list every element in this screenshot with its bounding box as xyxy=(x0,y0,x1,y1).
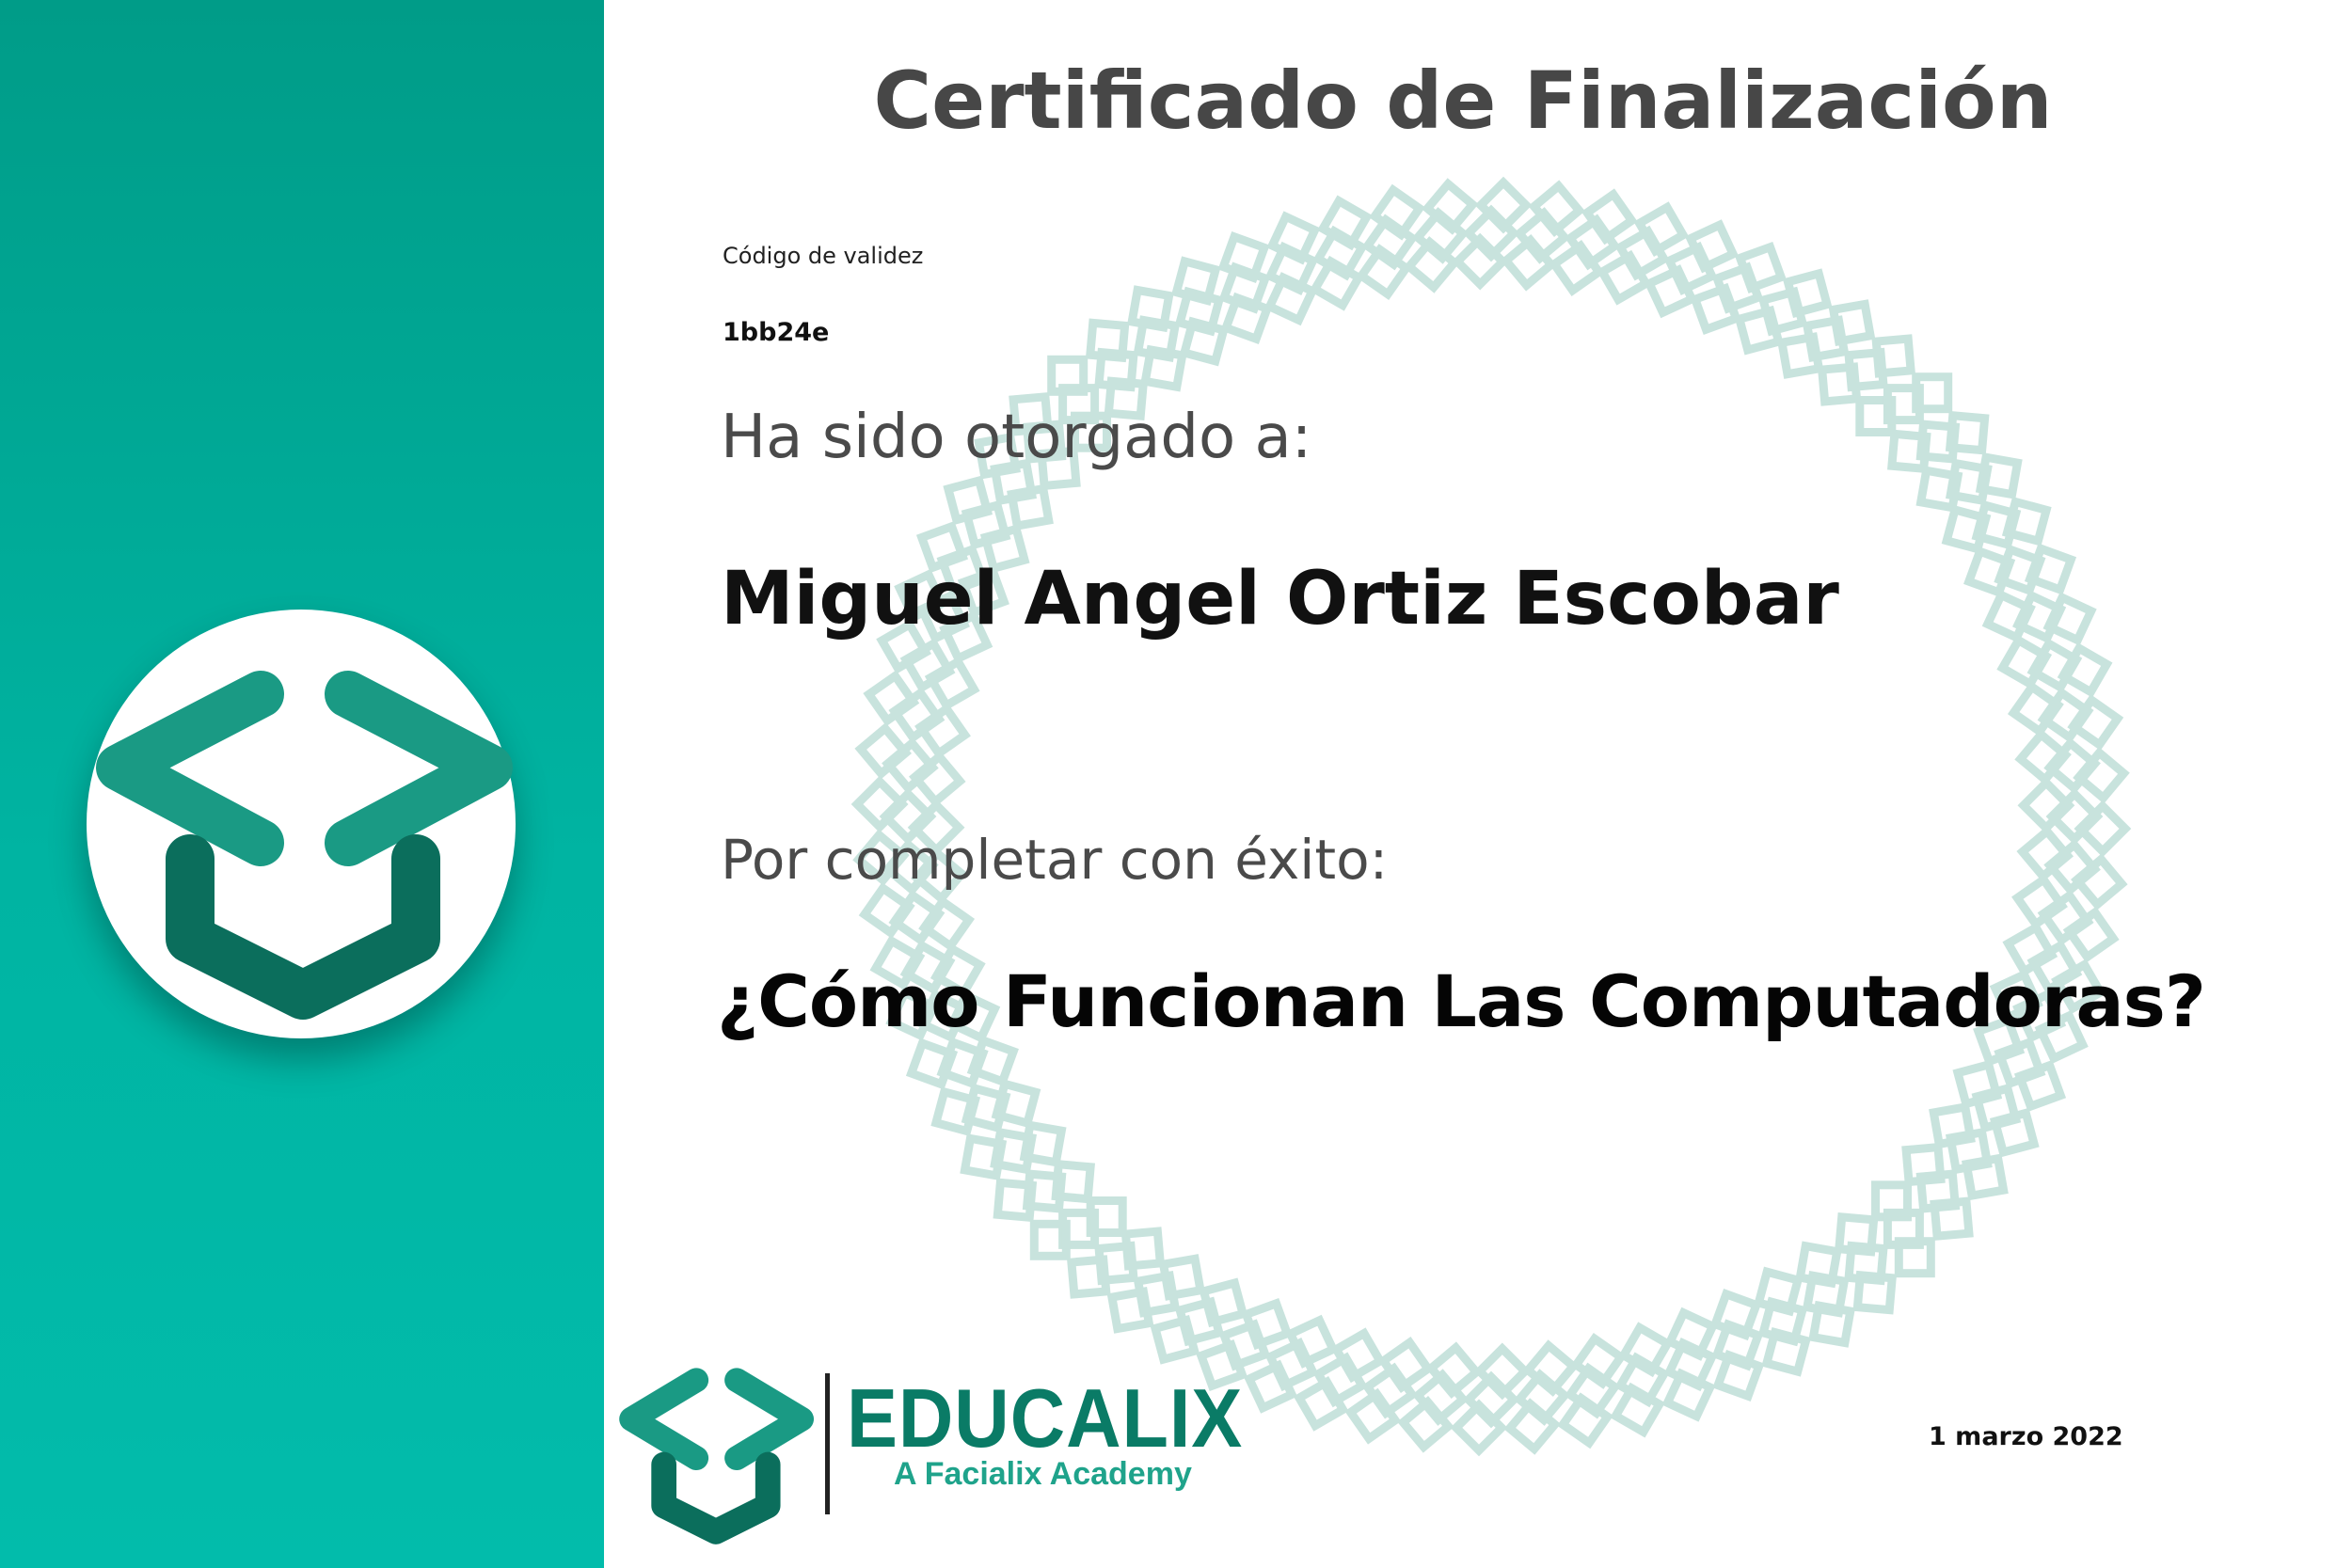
seal-diamond xyxy=(912,1043,953,1085)
seal-diamond xyxy=(1155,1320,1195,1359)
seal-diamond xyxy=(1950,416,1985,451)
seal-diamond xyxy=(2030,548,2072,590)
seal-diamond xyxy=(1090,323,1125,357)
seal-diamond xyxy=(1857,1275,1892,1310)
seal-diamond xyxy=(1403,1402,1448,1447)
seal-diamond xyxy=(2007,501,2046,541)
seal-diamond xyxy=(1223,237,1264,278)
issue-date: 1 marzo 2022 xyxy=(1929,1422,2123,1451)
seal-diamond xyxy=(1980,457,2017,494)
seal-diamond xyxy=(2069,912,2113,957)
seal-diamond xyxy=(1132,291,1168,327)
seal-diamond xyxy=(1934,1201,1969,1236)
seal-diamond xyxy=(1788,274,1827,313)
seal-diamond xyxy=(1966,1159,2003,1196)
seal-diamond xyxy=(1640,207,1683,250)
seal-diamond xyxy=(1351,1394,1395,1438)
validity-code-label: Código de validez xyxy=(723,243,924,269)
seal-diamond xyxy=(1994,1113,2034,1152)
seal-diamond xyxy=(861,728,906,773)
completed-label: Por completar con éxito: xyxy=(721,828,1389,892)
seal-diamond xyxy=(965,1138,1002,1175)
course-title: ¿Cómo Funcionan Las Computadoras? xyxy=(717,959,2205,1043)
seal-diamond xyxy=(1249,1366,1292,1408)
seal-diamond xyxy=(1272,216,1314,259)
awarded-to-label: Ha sido otorgado a: xyxy=(721,403,1312,472)
seal-diamond xyxy=(1740,247,1782,289)
brand-name: EDUCALIX xyxy=(847,1371,1244,1465)
validity-code-value: 1bb24e xyxy=(723,318,830,347)
seal-diamond xyxy=(2049,597,2091,640)
seal-diamond xyxy=(1176,261,1216,301)
seal-diamond xyxy=(1668,1374,1710,1417)
seal-diamond xyxy=(2020,1066,2061,1107)
seal-diamond xyxy=(1691,225,1733,267)
seal-diamond xyxy=(1072,1259,1106,1294)
seal-diamond xyxy=(948,481,988,520)
seal-diamond xyxy=(1876,339,1911,373)
brand-divider xyxy=(825,1373,830,1514)
brand-logo-icon xyxy=(616,1350,814,1547)
brand-tagline: A Facialix Academy xyxy=(894,1456,1192,1492)
seal-diamond xyxy=(1767,1332,1806,1371)
seal-diamond xyxy=(997,1182,1032,1217)
seal-diamond xyxy=(2076,860,2122,905)
page-title: Certificado de Finalización xyxy=(873,55,2053,147)
seal-diamond xyxy=(1587,195,1631,239)
seal-diamond xyxy=(936,1092,976,1132)
seal-diamond xyxy=(869,676,914,721)
seal-diamond xyxy=(1112,1291,1149,1328)
seal-diamond xyxy=(1718,1355,1759,1397)
seal-diamond xyxy=(1813,1306,1850,1342)
recipient-name: Miguel Angel Ortiz Escobar xyxy=(721,557,1839,641)
seal-diamond xyxy=(1834,304,1870,341)
seal-diamond xyxy=(1299,1382,1343,1425)
seal-diamond xyxy=(1534,186,1580,231)
